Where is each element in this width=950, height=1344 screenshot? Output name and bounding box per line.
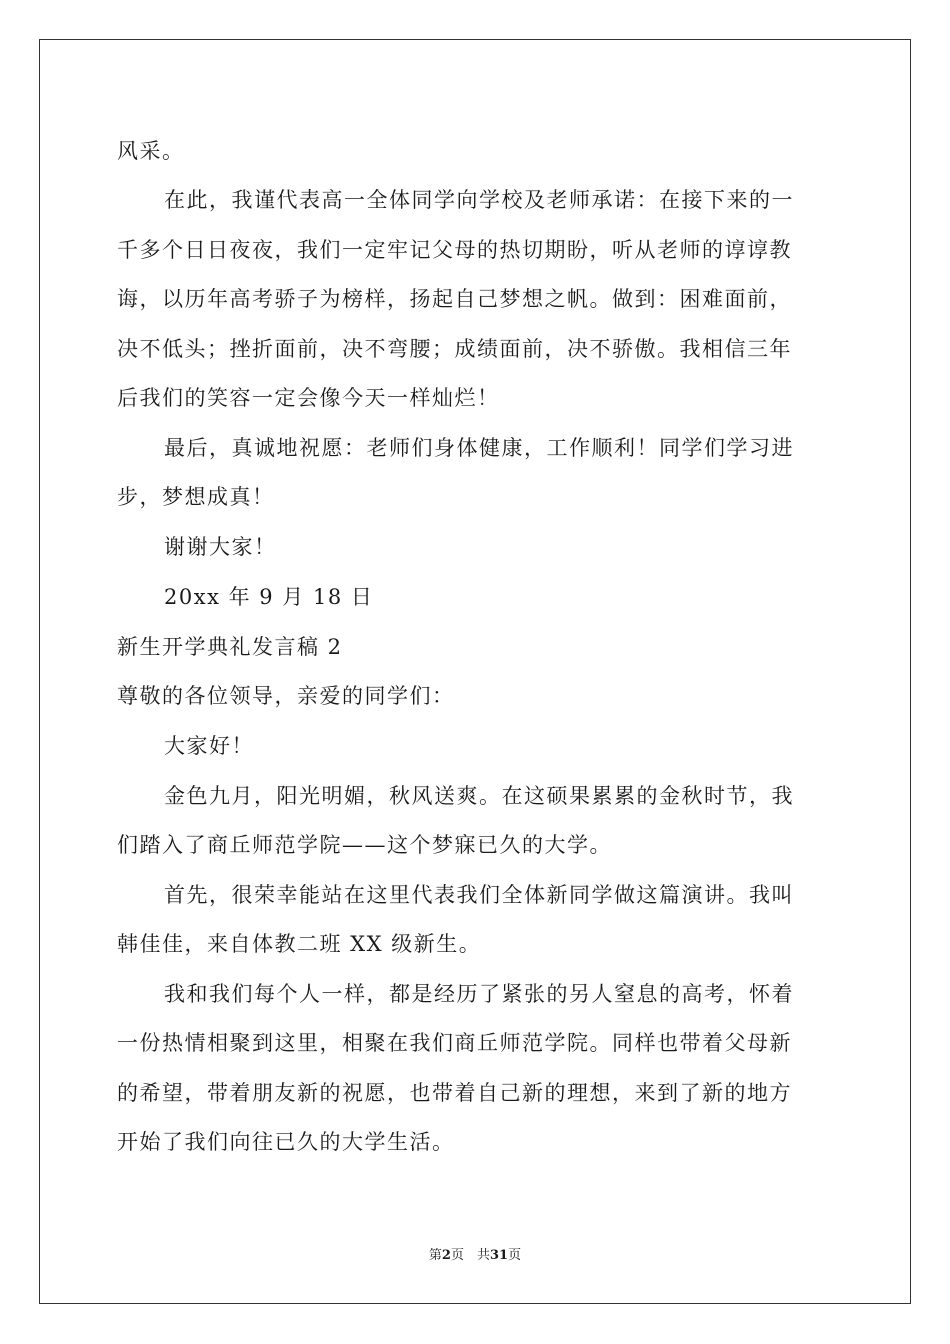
salutation: 尊敬的各位领导，亲爱的同学们：: [117, 684, 455, 708]
text-line: 的希望，带着朋友新的祝愿，也带着自己新的理想，来到了新的地方: [117, 1081, 792, 1105]
page-footer: [0, 1247, 950, 1265]
text-line: 开始了我们向往已久的大学生活。: [117, 1130, 455, 1154]
text-line: 后我们的笑容一定会像今天一样灿烂！: [117, 386, 500, 410]
text-line: 千多个日日夜夜，我们一定牢记父母的热切期盼，听从老师的谆谆教: [117, 238, 792, 262]
text-line: 在此，我谨代表高一全体同学向学校及老师承诺：在接下来的一: [164, 188, 794, 212]
footer-prefix: 第: [428, 1248, 442, 1263]
text-line: 谢谢大家！: [164, 535, 277, 559]
text-line: 决不低头；挫折面前，决不弯腰；成绩面前，决不骄傲。我相信三年: [117, 337, 792, 361]
text-line: 们踏入了商丘师范学院——这个梦寐已久的大学。: [117, 833, 612, 857]
page-border: [39, 39, 911, 1304]
text-line: 金色九月，阳光明媚，秋风送爽。在这硕果累累的金秋时节，我: [164, 784, 794, 808]
section-title: 新生开学典礼发言稿 2: [117, 635, 343, 659]
footer-suffix: 页: [508, 1248, 522, 1263]
text-line: 诲，以历年高考骄子为榜样，扬起自己梦想之帆。做到：困难面前，: [117, 287, 792, 311]
text-line: 步，梦想成真！: [117, 485, 275, 509]
total-pages-number: 31: [489, 1248, 509, 1263]
current-page-number: 2: [441, 1248, 451, 1263]
text-line: 我和我们每个人一样，都是经历了紧张的另人窒息的高考，怀着: [164, 982, 794, 1006]
text-line: 韩佳佳，来自体教二班 XX 级新生。: [117, 932, 482, 956]
footer-mid: 页 共: [450, 1248, 490, 1263]
text-line: 一份热情相聚到这里，相聚在我们商丘师范学院。同样也带着父母新: [117, 1031, 792, 1055]
text-line: 大家好！: [164, 734, 254, 758]
text-line: 最后，真诚地祝愿：老师们身体健康，工作顺利！同学们学习进: [164, 436, 794, 460]
date-line: 20xx 年 9 月 18 日: [164, 585, 374, 609]
text-line: 首先，很荣幸能站在这里代表我们全体新同学做这篇演讲。我叫: [164, 883, 794, 907]
text-line: 风采。: [117, 139, 185, 163]
